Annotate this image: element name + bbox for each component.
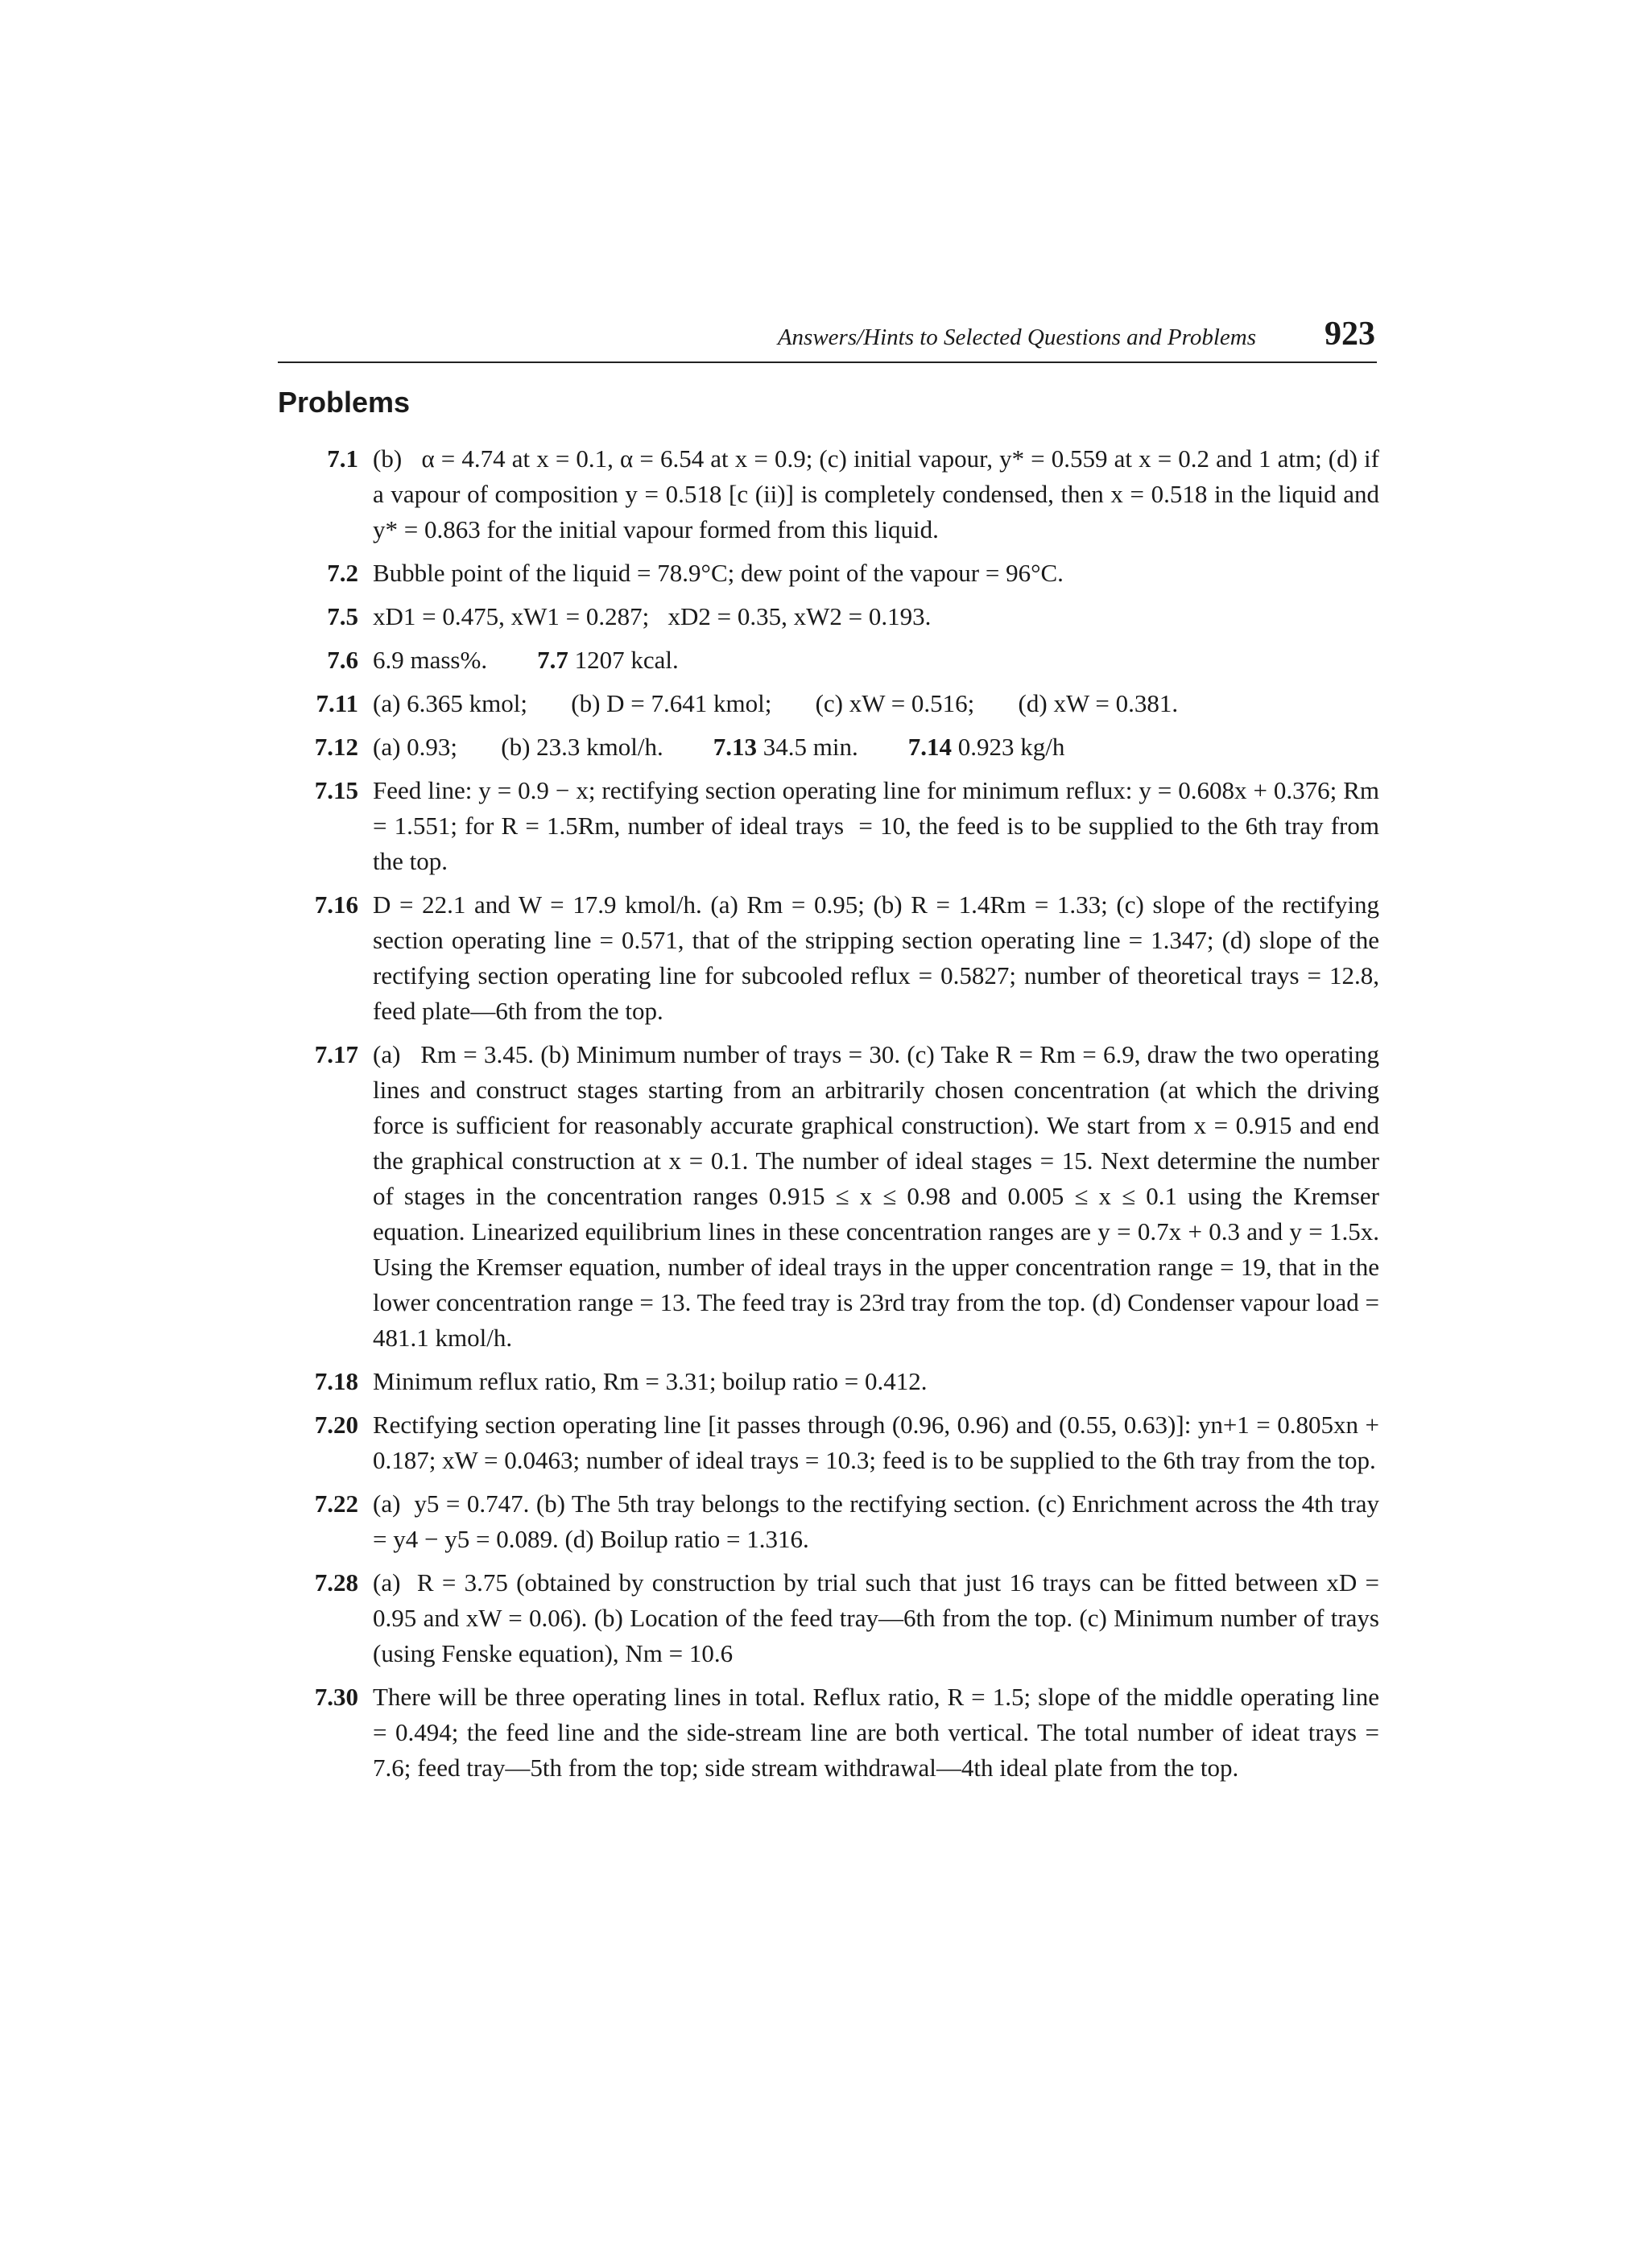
answer-text: (b) α = 4.74 at x = 0.1, α = 6.54 at x = 0.9; (c) initial vapour, y* = 0.559 at x = 0.2 and 1 atm; (d) if a vapour of composition y = 0.518 [c (ii)] is completely condensed, then x = 0.518 in the liquid and y* = 0.863 for the initial vapour formed from this liquid.	[373, 444, 1386, 543]
problem-answer	[373, 887, 1386, 1029]
answer-text: 6.9 mass%.	[373, 646, 488, 674]
answer-text: D = 22.1 and W = 17.9 kmol/h. (a) Rm = 0.95; (b) R = 1.4Rm = 1.33; (c) slope of the rectifying section operating line = 0.571, that of the stripping section operating line = 1.347; (d) slope of the rectifying section operating line for subcooled reflux = 0.5827; number of theoretical trays = 12.8, feed plate—6th from the top.	[373, 890, 1386, 1025]
answer-text: Feed line: y = 0.9 − x; rectifying section operating line for minimum reflux: y = 0.608x + 0.376; Rm = 1.551; for R = 1.5Rm, number of ideal trays = 10, the feed is to be supplied to the 6th tray from the top.	[373, 776, 1386, 875]
problem-list	[278, 441, 1386, 1794]
problem-number: 7.12	[314, 733, 358, 761]
problem-number: 7.28	[314, 1568, 358, 1597]
problem-answer	[373, 441, 1386, 547]
answer-text: 34.5 min.	[763, 733, 858, 761]
page-number: 923	[1325, 316, 1375, 353]
problem-number: 7.20	[314, 1411, 358, 1439]
problem-answer	[373, 686, 1379, 721]
problem-answer	[373, 1565, 1386, 1671]
problem-answer	[373, 729, 1379, 765]
problem-number: 7.2	[327, 559, 358, 587]
problem-item	[278, 1486, 1386, 1557]
answer-text: Bubble point of the liquid = 78.9°C; dew point of the vapour = 96°C.	[373, 559, 1064, 587]
problem-number: 7.18	[314, 1367, 358, 1395]
answer-text: Rectifying section operating line [it passes through (0.96, 0.96) and (0.55, 0.63)]: yn+1 = 0.805xn + 0.187; xW = 0.0463; number of ideal trays = 10.3; feed is to be supplied to the 6th tray from the top.	[373, 1411, 1386, 1474]
answer-text: (a) Rm = 3.45. (b) Minimum number of trays = 30. (c) Take R = Rm = 6.9, draw the two operating lines and construct stages starting from an arbitrarily chosen concentration (at which the driving force is sufficient for reasonably accurate graphical construction). We start from x = 0.915 and end the graphical construction at x = 0.1. The number of ideal stages = 15. Next determine the number of stages in the concentration ranges 0.915 ≤ x ≤ 0.98 and 0.005 ≤ x ≤ 0.1 using the Kremser equation. Linearized equilibrium lines in these concentration ranges are y = 0.7x + 0.3 and y = 1.5x. Using the Kremser equation, number of ideal trays in the upper concentration range = 19, that in the lower concentration range = 13. The feed tray is 23rd tray from the top. (d) Condenser vapour load = 481.1 kmol/h.	[373, 1040, 1386, 1352]
problem-number: 7.6	[327, 646, 358, 674]
problem-item	[278, 1565, 1386, 1671]
problem-number: 7.14	[907, 733, 952, 761]
problem-item	[278, 642, 1379, 678]
problem-item	[278, 1407, 1386, 1478]
running-title: Answers/Hints to Selected Questions and Problems	[777, 324, 1256, 350]
problem-item	[278, 441, 1386, 547]
answer-text: Minimum reflux ratio, Rm = 3.31; boilup ratio = 0.412.	[373, 1367, 928, 1395]
answer-text: (a) 6.365 kmol; (b) D = 7.641 kmol; (c) xW = 0.516; (d) xW = 0.381.	[373, 689, 1179, 717]
problem-number: 7.5	[327, 602, 358, 630]
answer-text: There will be three operating lines in total. Reflux ratio, R = 1.5; slope of the middle operating line = 0.494; the feed line and the side-stream line are both vertical. The total number of ideat trays = 7.6; feed tray—5th from the top; side stream withdrawal—4th ideal plate from the top.	[373, 1683, 1386, 1782]
problem-item	[278, 556, 1379, 591]
problem-answer	[373, 1364, 1379, 1399]
problem-number: 7.17	[314, 1040, 358, 1068]
problem-answer	[373, 1486, 1386, 1557]
problem-number: 7.7	[537, 646, 568, 674]
problem-number: 7.11	[316, 689, 358, 717]
problem-number: 7.13	[713, 733, 758, 761]
answer-text: 0.923 kg/h	[957, 733, 1065, 761]
problem-number: 7.1	[327, 444, 358, 473]
problem-item	[278, 773, 1386, 879]
problem-answer	[373, 642, 1379, 678]
problem-answer	[373, 773, 1386, 879]
problem-item	[278, 599, 1379, 634]
problem-number: 7.30	[314, 1683, 358, 1711]
problem-number: 7.16	[314, 890, 358, 919]
answer-text: 1207 kcal.	[574, 646, 679, 674]
page-header	[278, 318, 1377, 363]
problem-number: 7.22	[314, 1489, 358, 1518]
problem-answer	[373, 556, 1379, 591]
problem-item	[278, 1364, 1379, 1399]
problem-answer	[373, 599, 1379, 634]
answer-text: (a) R = 3.75 (obtained by construction by trial such that just 16 trays can be fitted between xD = 0.95 and xW = 0.06). (b) Location of the feed tray—6th from the top. (c) Minimum number of trays (using Fenske equation), Nm = 10.6	[373, 1568, 1386, 1667]
problem-answer	[373, 1037, 1386, 1356]
answer-text: xD1 = 0.475, xW1 = 0.287; xD2 = 0.35, xW2 = 0.193.	[373, 602, 932, 630]
answer-text: (a) 0.93; (b) 23.3 kmol/h.	[373, 733, 663, 761]
problem-item	[278, 686, 1379, 721]
problem-answer	[373, 1407, 1386, 1478]
problem-number: 7.15	[314, 776, 358, 804]
section-heading: Problems	[278, 386, 411, 419]
problem-item	[278, 1679, 1386, 1786]
answer-text: (a) y5 = 0.747. (b) The 5th tray belongs to the rectifying section. (c) Enrichment across the 4th tray = y4 − y5 = 0.089. (d) Boilup ratio = 1.316.	[373, 1489, 1386, 1553]
problem-item	[278, 1037, 1386, 1356]
problem-item	[278, 887, 1386, 1029]
problem-item	[278, 729, 1379, 765]
problem-answer	[373, 1679, 1386, 1786]
